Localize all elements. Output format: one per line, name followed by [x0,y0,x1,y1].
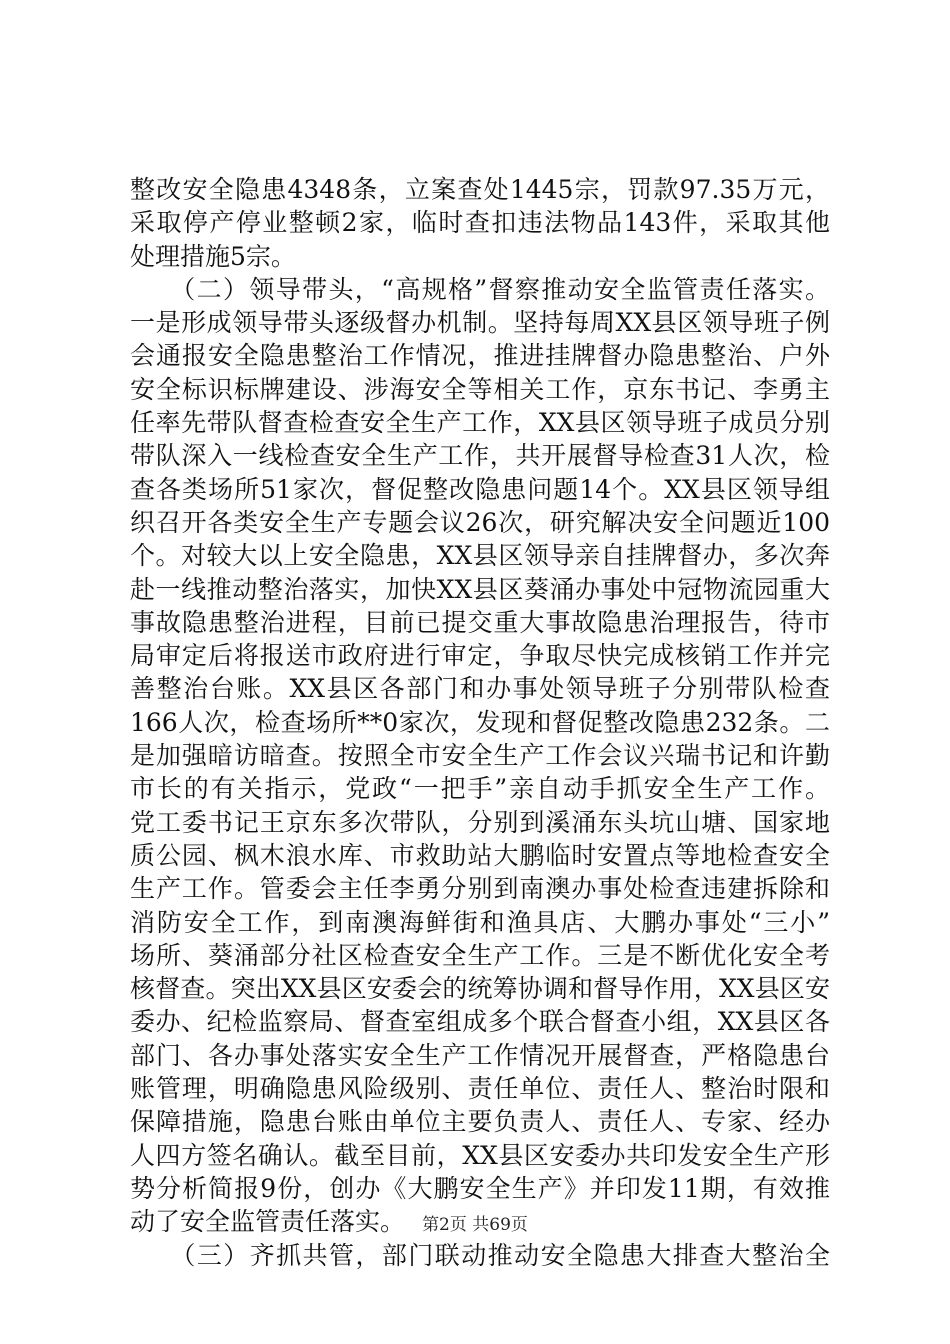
text-line: 织召开各类安全生产专题会议26次，研究解决安全问题近100 [130,507,830,537]
document-body [130,173,830,1272]
text-line: 处理措施5宗。 [130,241,296,271]
text-line: 采取停产停业整顿2家，临时查扣违法物品143件，采取其他 [130,208,830,238]
text-line: 赴一线推动整治落实，加快XX县区葵涌办事处中冠物流园重大 [130,574,830,604]
text-line: 党工委书记王京东多次带队，分别到溪涌东头坑山塘、国家地 [130,807,830,837]
text-line: 一是形成领导带头逐级督办机制。坚持每周XX县区领导班子例 [130,308,830,338]
text-line: 166人次，检查场所**0家次，发现和督促整改隐患232条。二 [130,707,830,737]
text-line: 市长的有关指示，党政“一把手”亲自动手抓安全生产工作。 [130,774,830,804]
text-line: （三）齐抓共管，部门联动推动安全隐患大排查大整治全 [130,1240,830,1270]
text-line: 场所、葵涌部分社区检查安全生产工作。三是不断优化安全考 [130,940,830,970]
text-line: 个。对较大以上安全隐患，XX县区领导亲自挂牌督办，多次奔 [130,541,830,571]
text-line: 部门、各办事处落实安全生产工作情况开展督查，严格隐患台 [130,1040,830,1070]
text-line: 核督查。突出XX县区安委会的统筹协调和督导作用，XX县区安 [130,974,830,1004]
text-line: 安全标识标牌建设、涉海安全等相关工作，京东书记、李勇主 [130,374,830,404]
text-line: 动了安全监管责任落实。 [130,1207,406,1237]
text-line: 事故隐患整治进程，目前已提交重大事故隐患治理报告，待市 [130,607,830,637]
text-line: 委办、纪检监察局、督查室组成多个联合督查小组，XX县区各 [130,1007,830,1037]
text-line: 会通报安全隐患整治工作情况，推进挂牌督办隐患整治、户外 [130,341,830,371]
text-line: 任率先带队督查检查安全生产工作，XX县区领导班子成员分别 [130,408,830,438]
text-line: 善整治台账。XX县区各部门和办事处领导班子分别带队检查 [130,674,830,704]
text-line: 保障措施，隐患台账由单位主要负责人、责任人、专家、经办 [130,1107,830,1137]
text-line: 质公园、枫木浪水库、市救助站大鹏临时安置点等地检查安全 [130,840,830,870]
text-line: 局审定后将报送市政府进行审定，争取尽快完成核销工作并完 [130,641,830,671]
text-line: 带队深入一线检查安全生产工作，共开展督导检查31人次，检 [130,441,830,471]
text-line: 人四方签名确认。截至目前，XX县区安委办共印发安全生产形 [130,1140,830,1170]
text-line: 账管理，明确隐患风险级别、责任单位、责任人、整治时限和 [130,1074,830,1104]
text-line: （二）领导带头，“高规格”督察推动安全监管责任落实。 [130,274,830,304]
page-footer: 第2页 共69页 [422,1215,528,1235]
text-line: 是加强暗访暗查。按照全市安全生产工作会议兴瑞书记和许勤 [130,741,830,771]
text-line: 势分析简报9份，创办《大鹏安全生产》并印发11期，有效推 [130,1173,830,1203]
text-line: 消防安全工作，到南澳海鲜街和渔具店、大鹏办事处“三小” [130,907,830,937]
text-line: 查各类场所51家次，督促整改隐患问题14个。XX县区领导组 [130,474,830,504]
text-line: 整改安全隐患4348条，立案查处1445宗，罚款97.35万元， [130,175,830,204]
text-line: 生产工作。管委会主任李勇分别到南澳办事处检查违建拆除和 [130,874,830,904]
